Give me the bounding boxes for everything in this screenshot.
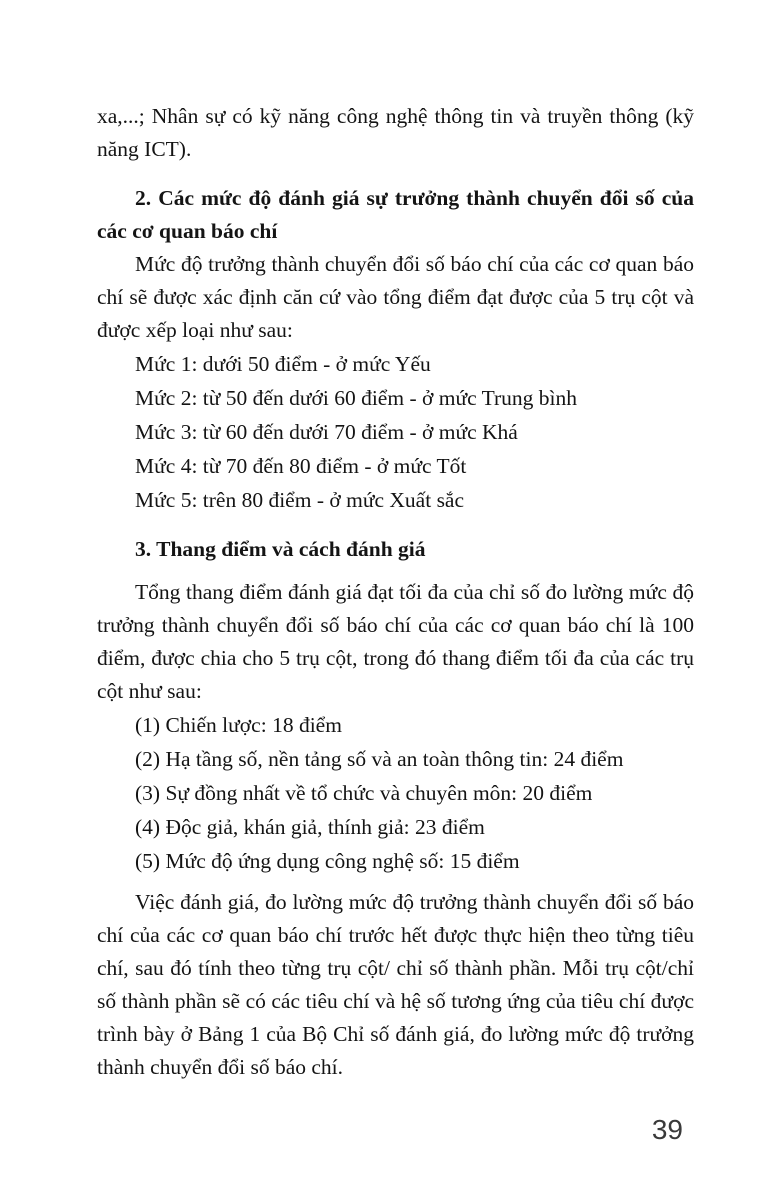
pillar-score-item: (3) Sự đồng nhất về tổ chức và chuyên môn: 20 điểm bbox=[135, 781, 593, 805]
paragraph-scale-intro: Tổng thang điểm đánh giá đạt tối đa của chỉ số đo lường mức độ trưởng thành chuyển đổi số báo chí của các cơ quan báo chí là 100 điểm, được chia cho 5 trụ cột, trong đó thang điểm tối đa của các trụ cột như sau: bbox=[97, 580, 694, 703]
paragraph-continuation: xa,...; Nhân sự có kỹ năng công nghệ thông tin và truyền thông (kỹ năng ICT). bbox=[97, 104, 694, 161]
pillar-score-item: (1) Chiến lược: 18 điểm bbox=[135, 713, 342, 737]
maturity-level-item: Mức 2: từ 50 đến dưới 60 điểm - ở mức Trung bình bbox=[135, 386, 578, 410]
paragraph-closing: Việc đánh giá, đo lường mức độ trưởng thành chuyển đổi số báo chí của các cơ quan báo chí trước hết được thực hiện theo từng tiêu chí, sau đó tính theo từng trụ cột/ chỉ số thành phần. Mỗi trụ cột/chỉ số thành phần sẽ có các tiêu chí và hệ số tương ứng của tiêu chí được trình bày ở Bảng 1 của Bộ Chỉ số đánh giá, đo lường mức độ trưởng thành chuyển đổi số báo chí. bbox=[97, 890, 694, 1079]
pillar-score-item: (5) Mức độ ứng dụng công nghệ số: 15 điểm bbox=[135, 849, 520, 873]
maturity-level-item: Mức 3: từ 60 đến dưới 70 điểm - ở mức Khá bbox=[135, 420, 518, 444]
section-3-heading: 3. Thang điểm và cách đánh giá bbox=[135, 537, 426, 561]
maturity-level-item: Mức 5: trên 80 điểm - ở mức Xuất sắc bbox=[135, 488, 465, 512]
pillar-score-item: (4) Độc giả, khán giả, thính giả: 23 điểm bbox=[135, 815, 485, 839]
page-number: 39 bbox=[651, 1114, 683, 1145]
maturity-level-item: Mức 1: dưới 50 điểm - ở mức Yếu bbox=[135, 352, 431, 376]
page-content bbox=[97, 100, 694, 1084]
section-2-heading: 2. Các mức độ đánh giá sự trưởng thành chuyển đổi số của các cơ quan báo chí bbox=[97, 186, 694, 243]
maturity-level-item: Mức 4: từ 70 đến 80 điểm - ở mức Tốt bbox=[135, 454, 467, 478]
paragraph-levels-intro: Mức độ trưởng thành chuyển đổi số báo chí của các cơ quan báo chí sẽ được xác định căn cứ vào tổng điểm đạt được của 5 trụ cột và được xếp loại như sau: bbox=[97, 252, 694, 342]
pillar-score-item: (2) Hạ tầng số, nền tảng số và an toàn thông tin: 24 điểm bbox=[135, 747, 624, 771]
pillar-scores-list bbox=[97, 708, 694, 878]
maturity-levels-list bbox=[97, 347, 694, 517]
